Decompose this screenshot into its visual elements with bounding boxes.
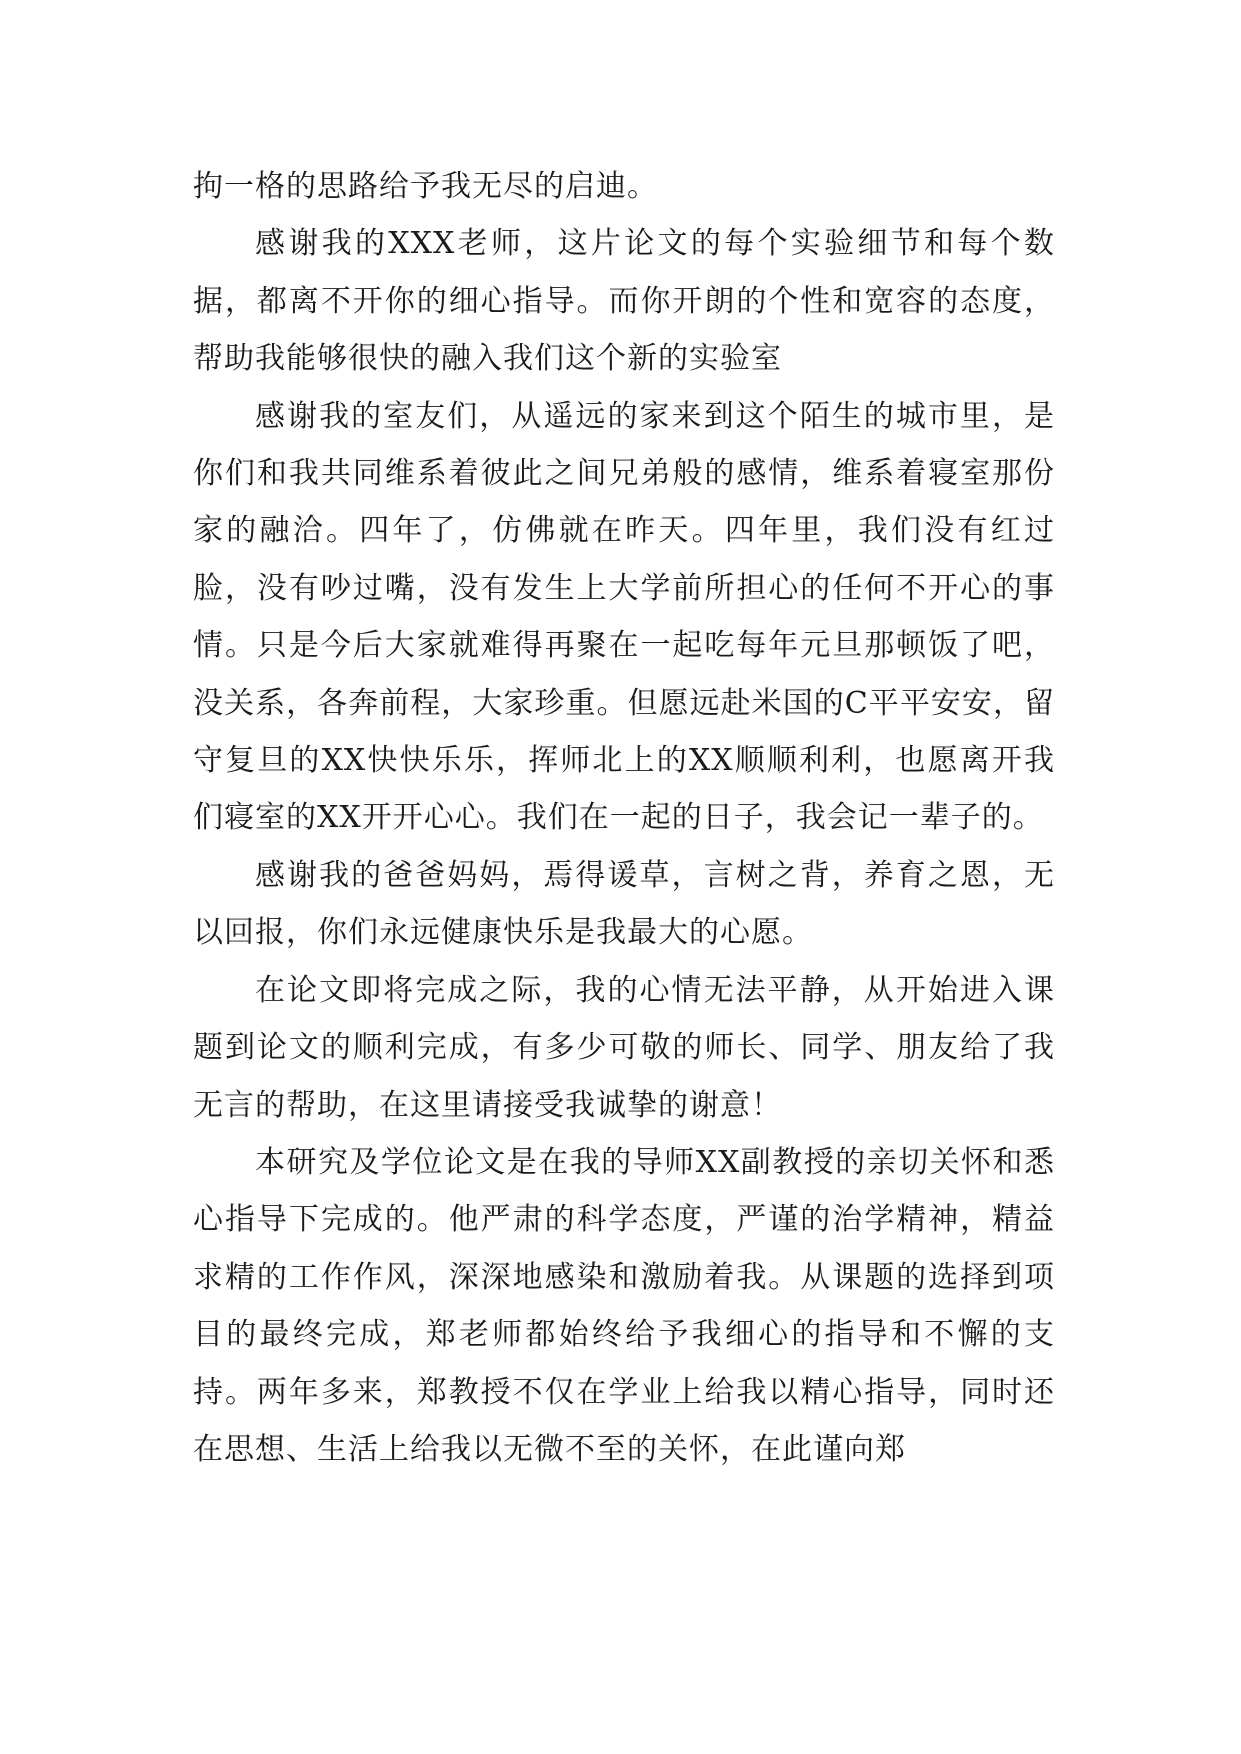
paragraph-thanks-roommates: 感谢我的室友们，从遥远的家来到这个陌生的城市里，是你们和我共同维系着彼此之间兄弟般的感情，维系着寝室那份家的融洽。四年了，仿佛就在昨天。四年里，我们没有红过脸，没有吵过嘴，没有发生上大学前所担心的任何不开心的事情。只是今后大家就难得再聚在一起吃每年元旦那顿饭了吧，没关系，各奔前程，大家珍重。但愿远赴米国的C平平安安，留守复旦的XX快快乐乐，挥师北上的XX顺顺利利，也愿离开我们寝室的XX开开心心。我们在一起的日子，我会记一辈子的。 [193,398,1055,836]
paragraph-thanks-advisor: 本研究及学位论文是在我的导师XX副教授的亲切关怀和悉心指导下完成的。他严肃的科学态度，严谨的治学精神，精益求精的工作作风，深深地感染和激励着我。从课题的选择到项目的最终完成，郑老师都始终给予我细心的指导和不懈的支持。两年多来，郑教授不仅在学业上给我以精心指导，同时还在思想、生活上给我以无微不至的关怀，在此谨向郑 [193,1144,1055,1467]
paragraph-thanks-parents: 感谢我的爸爸妈妈，焉得谖草，言树之背，养育之恩，无以回报，你们永远健康快乐是我最大的心愿。 [193,857,1055,951]
paragraph-thanks-all: 在论文即将完成之际，我的心情无法平静，从开始进入课题到论文的顺利完成，有多少可敬的师长、同学、朋友给了我无言的帮助，在这里请接受我诚挚的谢意！ [193,972,1055,1123]
paragraph-continuation: 拘一格的思路给予我无尽的启迪。 [193,169,658,204]
paragraph-thanks-teacher: 感谢我的XXX老师，这片论文的每个实验细节和每个数据，都离不开你的细心指导。而你开朗的个性和宽容的态度，帮助我能够很快的融入我们这个新的实验室 [193,226,1055,377]
document-body [193,158,1055,1478]
